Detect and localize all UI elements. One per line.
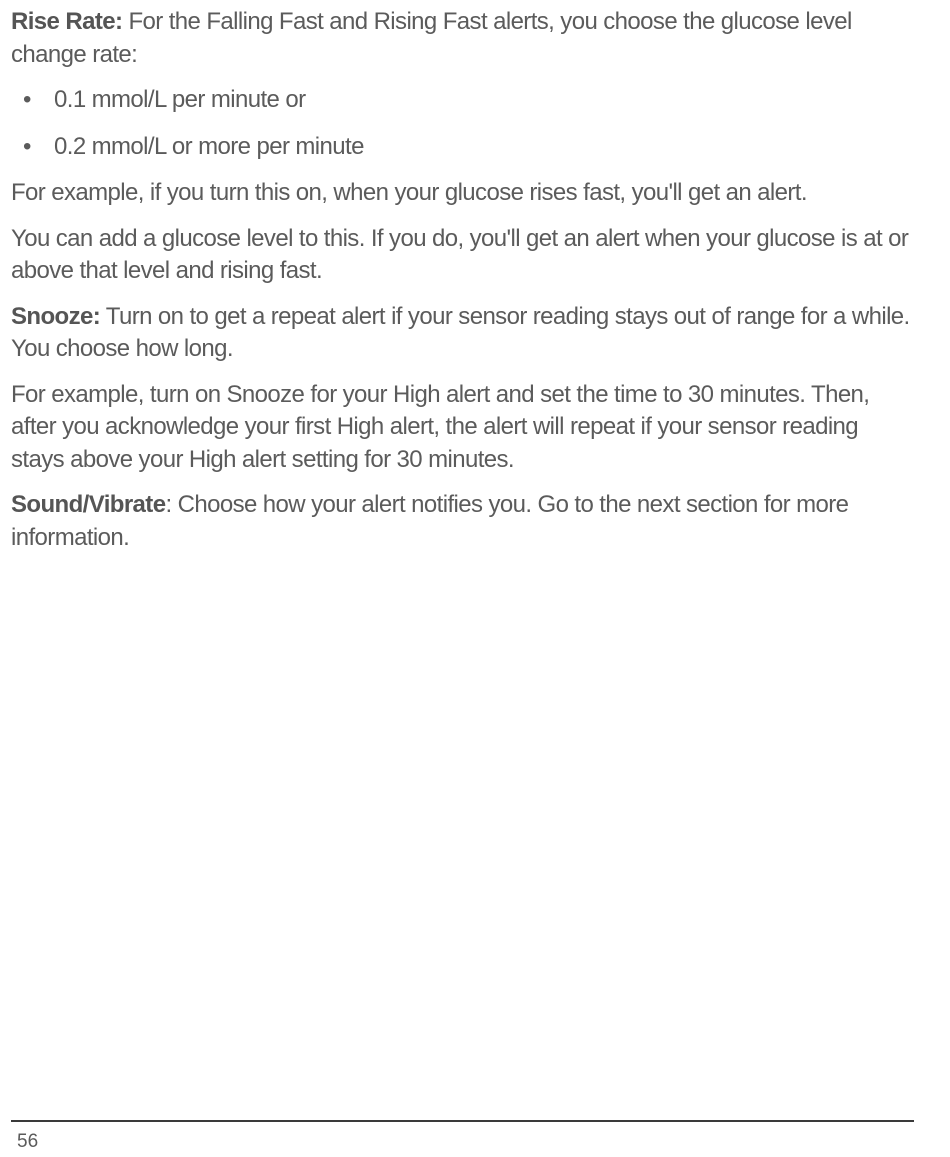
sound-vibrate-text: : Choose how your alert notifies you. Go to the next section for more information. xyxy=(11,491,849,551)
rise-rate-text: For the Falling Fast and Rising Fast alerts, you choose the glucose level change rate: xyxy=(11,8,852,68)
rate-options-list xyxy=(11,84,911,163)
example-rise-paragraph: For example, if you turn this on, when your glucose rises fast, you'll get an alert. xyxy=(11,179,807,206)
bullet-icon: • xyxy=(23,132,31,160)
bullet-icon: • xyxy=(23,86,31,113)
snooze-text: Turn on to get a repeat alert if your sensor reading stays out of range for a while. You choose how long. xyxy=(11,302,910,362)
sound-vibrate-paragraph xyxy=(11,489,911,554)
rise-rate-paragraph xyxy=(11,6,911,71)
page-number: 56 xyxy=(17,1131,39,1152)
rate-option-text: 0.2 mmol/L or more per minute xyxy=(54,132,364,160)
snooze-paragraph xyxy=(11,301,911,366)
rate-option-text: 0.1 mmol/L per minute or xyxy=(54,86,306,113)
rise-rate-term: Rise Rate: xyxy=(11,8,123,35)
example-snooze-paragraph: For example, turn on Snooze for your High alert and set the time to 30 minutes. Then, after you acknowledge your first High alert, the alert will repeat if your sensor reading stays above your High alert setting for 30 minutes. xyxy=(11,380,870,473)
snooze-term: Snooze: xyxy=(11,302,101,330)
list-item xyxy=(11,131,911,164)
sound-vibrate-term: Sound/Vibrate xyxy=(11,491,166,518)
add-level-paragraph: You can add a glucose level to this. If you do, you'll get an alert when your glucose is at or above that level and rising fast. xyxy=(11,224,909,284)
page-body xyxy=(11,6,911,567)
list-item xyxy=(11,84,911,117)
footer-divider xyxy=(11,1120,914,1122)
